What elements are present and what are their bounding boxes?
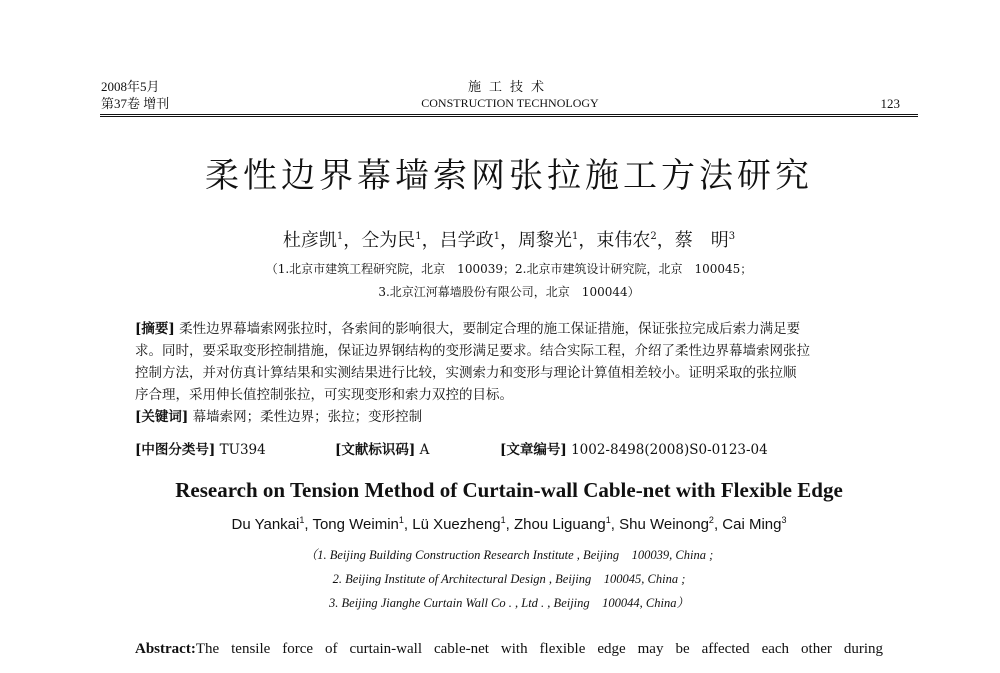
author-en: Cai Ming$^3$ (722, 515, 787, 533)
abstract-cn-line: [摘要] 柔性边界幕墙索网张拉时，各索间的影响很大，要制定合理的施工保证措施，保证张拉完成后索力满足要 (135, 321, 801, 337)
author-cn: 吕学政$^1$， (439, 230, 518, 251)
issue-date: 2008年5月 (101, 79, 160, 94)
abstract-cn-label: [摘要] (135, 321, 175, 337)
journal-name-en: CONSTRUCTION TECHNOLOGY (421, 96, 599, 110)
author-en: Shu Weinong$^2$, (619, 515, 723, 533)
author-en: Lü Xuezheng$^1$, (412, 515, 515, 533)
clc-code: [中图分类号] TU394 (135, 442, 266, 458)
issue-info (101, 78, 169, 112)
paper-title-en: Research on Tension Method of Curtain-wall Cable-net with Flexible Edge (175, 478, 843, 502)
author-cn: 束伟农$^2$， (596, 230, 675, 251)
author-cn: 蔡 明$^3$ (674, 230, 736, 251)
affiliation-cn-line2: 3.北京江河幕墙股份有限公司，北京 100044） (378, 285, 640, 299)
header-rule-secondary (100, 116, 918, 117)
author-cn: 仝为民$^1$， (361, 230, 440, 251)
abstract-cn (135, 318, 883, 428)
author-en: Tong Weimin$^1$, (312, 515, 413, 533)
author-en: Zhou Liguang$^1$, (514, 515, 620, 533)
author-cn: 周黎光$^1$， (518, 230, 597, 251)
affiliation-en-1: （1. Beijing Building Construction Research Institute , Beijing 100039, China ; (304, 548, 714, 562)
abstract-cn-line: 序合理，采用伸长值控制张拉，可实现变形和索力双控的目标。 (135, 387, 513, 403)
issue-volume: 第37卷 增刊 (101, 96, 170, 111)
journal-name-cn: 施工技术 (467, 79, 552, 94)
keywords-label: [关键词] (135, 409, 189, 425)
keywords-text: 幕墙索网；柔性边界；张拉；变形控制 (192, 409, 423, 425)
author-list-cn (100, 226, 918, 252)
author-cn: 杜彦凯$^1$， (282, 230, 362, 251)
abstract-en (135, 637, 883, 661)
author-list-en (100, 515, 918, 533)
abstract-en-text: The tensile force of curtain-wall cable-net with flexible edge may be affected each other during (195, 641, 883, 657)
affiliation-en-2: 2. Beijing Institute of Architectural Design , Beijing 100045, China ; (332, 572, 686, 586)
page-number: 123 (880, 96, 900, 111)
abstract-cn-line: 控制方法，并对仿真计算结果和实测结果进行比较，实测索力和变形与理论计算值相差较小。证明采取的张拉顺 (135, 365, 797, 381)
document-code: [文献标识码] A (335, 442, 430, 458)
keywords-line (135, 406, 883, 428)
affiliation-cn-line1: （1.北京市建筑工程研究院，北京 100039；2.北京市建筑设计研究院，北京 100045； (265, 262, 753, 276)
affiliation-en-3: 3. Beijing Jianghe Curtain Wall Co . , Ltd . , Beijing 100044, China） (329, 596, 689, 610)
paper-title-cn: 柔性边界幕墙索网张拉施工方法研究 (205, 156, 813, 196)
abstract-cn-line: 求。同时，要采取变形控制措施，保证边界钢结构的变形满足要求。结合实际工程，介绍了柔性边界幕墙索网张拉 (135, 343, 810, 359)
abstract-en-label: Abstract: (135, 641, 196, 657)
journal-name (300, 78, 720, 112)
header-rule (100, 114, 918, 115)
article-number: [文章编号] 1002-8498(2008)S0-0123-04 (500, 442, 768, 458)
author-en: Du Yankai$^1$, (231, 515, 313, 533)
